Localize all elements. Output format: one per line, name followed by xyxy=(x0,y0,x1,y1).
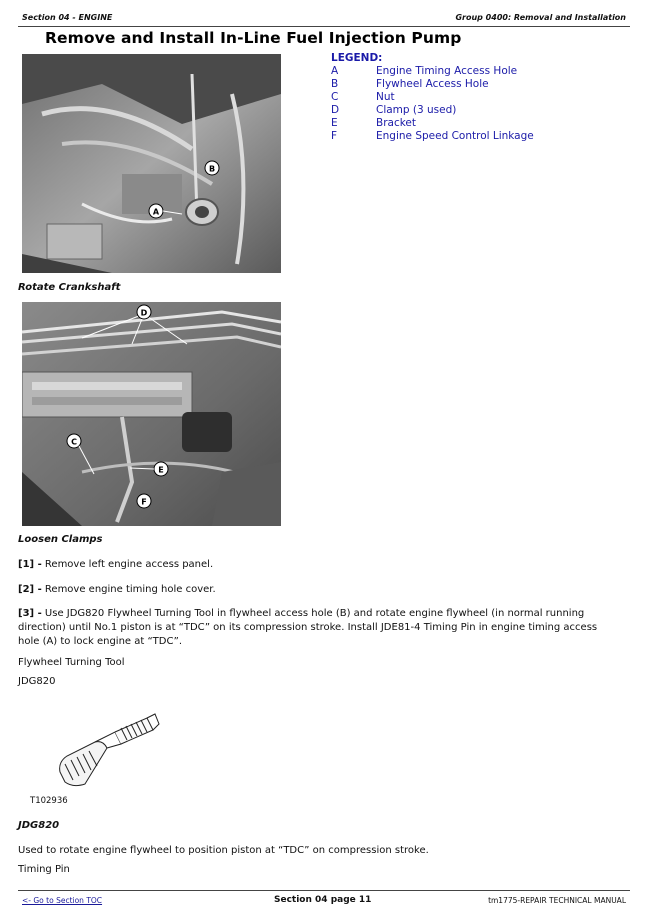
caption-rotate-crankshaft: Rotate Crankshaft xyxy=(18,282,121,293)
step-number: [3] - xyxy=(18,608,42,619)
legend-letter: E xyxy=(331,117,338,129)
flywheel-turning-tool-drawing xyxy=(55,712,165,792)
step-text: Remove engine timing hole cover. xyxy=(41,584,216,595)
go-to-section-toc-link[interactable]: <- Go to Section TOC xyxy=(22,896,103,905)
svg-text:C: C xyxy=(71,437,77,447)
svg-text:B: B xyxy=(208,164,216,174)
footer-rule xyxy=(18,890,630,891)
legend-text: Bracket xyxy=(376,117,417,129)
photo-rotate-crankshaft xyxy=(22,54,281,273)
step-2 xyxy=(18,583,630,597)
engine-photo-1 xyxy=(22,54,281,273)
legend-letter: A xyxy=(331,65,339,77)
step-1 xyxy=(18,558,630,572)
legend-letter: F xyxy=(331,130,338,142)
legend-heading: LEGEND: xyxy=(331,52,383,64)
svg-text:F: F xyxy=(141,497,147,507)
engine-photo-2 xyxy=(22,302,281,526)
header-group: Group 0400: Removal and Installation xyxy=(455,13,626,22)
footer-manual-title: tm1775-REPAIR TECHNICAL MANUAL xyxy=(488,896,626,905)
legend-text: Clamp (3 used) xyxy=(376,104,457,116)
header-section: Section 04 - ENGINE xyxy=(22,13,113,22)
legend-text: Engine Timing Access Hole xyxy=(376,65,518,77)
legend-text: Engine Speed Control Linkage xyxy=(376,130,534,142)
caption-loosen-clamps: Loosen Clamps xyxy=(18,534,103,545)
step-text: Remove left engine access panel. xyxy=(41,559,214,570)
legend-text: Nut xyxy=(376,91,395,103)
legend xyxy=(331,52,631,144)
svg-text:D: D xyxy=(140,308,148,318)
tool-description: Used to rotate engine flywheel to position piston at “TDC” on compression stroke. xyxy=(18,845,429,856)
tool-part-number: JDG820 xyxy=(18,676,56,687)
figure-id: T102936 xyxy=(30,796,68,806)
svg-text:E: E xyxy=(158,465,164,475)
legend-letter: C xyxy=(331,91,339,103)
tool-illustration xyxy=(55,712,165,792)
step-number: [2] - xyxy=(18,584,42,595)
caption-jdg820: JDG820 xyxy=(18,820,60,831)
step-number: [1] - xyxy=(18,559,42,570)
legend-text: Flywheel Access Hole xyxy=(376,78,489,90)
photo-loosen-clamps xyxy=(22,302,281,526)
timing-pin-label: Timing Pin xyxy=(18,864,70,875)
legend-letter: D xyxy=(331,104,340,116)
step-3 xyxy=(18,607,618,649)
step-text: Use JDG820 Flywheel Turning Tool in flywheel access hole (B) and rotate engine flywheel (in normal running direction) until No.1 piston is at “TDC” on its compression stroke. Install JDE81-4 Timing Pin in engine timing access hole (A) to lock engine at “TDC”. xyxy=(18,608,598,647)
legend-letter: B xyxy=(331,78,339,90)
footer-page-number: Section 04 page 11 xyxy=(274,895,372,905)
header-rule xyxy=(18,26,630,27)
callout-f xyxy=(137,494,151,508)
callout-b xyxy=(205,161,219,175)
page-title: Remove and Install In-Line Fuel Injection Pump xyxy=(45,29,462,47)
tool-label: Flywheel Turning Tool xyxy=(18,657,125,668)
svg-text:A: A xyxy=(152,207,160,217)
